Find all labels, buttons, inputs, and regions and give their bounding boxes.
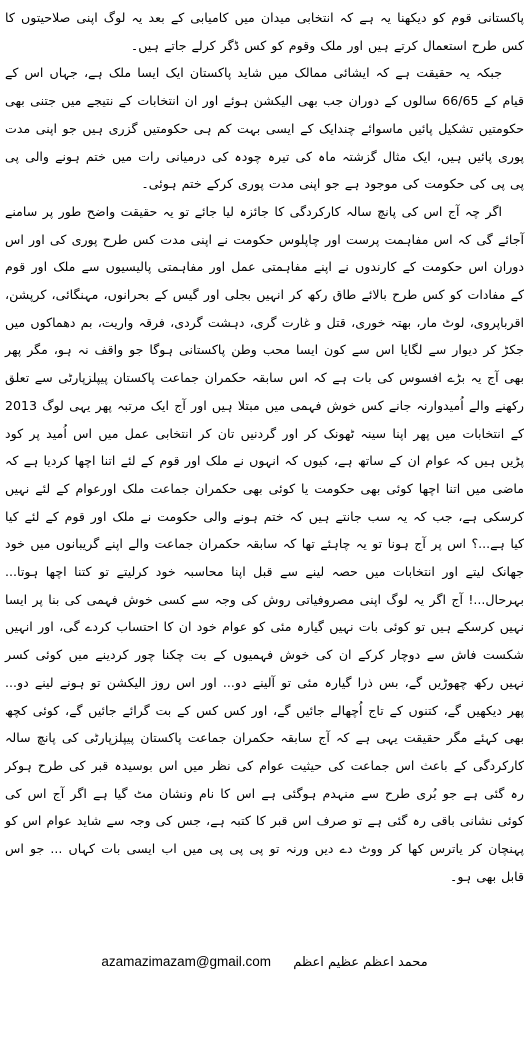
author-name: محمد اعظم عظیم اعظم	[293, 955, 428, 970]
article-paragraph-3: اگر چہ آج اس کی پانچ سالہ کارکردگی کا جائزہ لیا جائے تو یہ حقیقت واضح طور پر سامنے آجائے گی کہ اس مفاہمت پرست اور چاپلوس حکومت نے اپنی مدت کس طرح پوری کی اور اس دوران اس حکومت کے کارندوں نے اپنے مفاہمتی عمل اور مفاہمتی پالیسیوں سے ملک اور قوم کے مفادات کو کس طرح بالائے طاق رکھ کر انہیں بجلی اور گیس کے بحرانوں، مہنگائی، کرپشن، اقرباپروی، لوٹ مار، بھتہ خوری، قتل و غارت گری، دہشت گردی، فرقہ واریت، بم دھماکوں میں جکڑ کر دیوار سے لگایا اس سے کون ایسا محب وطن پاکستانی ہوگا جو واقف نہ ہو، مگر پھر بھی آج یہ بڑے افسوس کی بات ہے کہ اس سابقہ حکمران جماعت پاکستان پیپلزپارٹی سے تعلق رکھنے والے اُمیدوارنہ جانے کس خوش فہمی میں مبتلا ہیں اور آج ایک مرتبہ پھر یہی لوگ 2013 کے انتخابات میں پھر اپنا سینہ ٹھونک کر اور گردنیں تان کر انتخابی عمل میں اس اُمید پر کود پڑیں ہیں کہ عوام ان کے ساتھ ہے، کیوں کہ انہوں نے ملک اور قوم کے لئے اتنا اچھا کردیا ہے کہ ماضی میں اتنا اچھا کوئی بھی حکومت یا کوئی بھی حکمران جماعت ملک اورعوام کے لئے نہیں کرسکی ہے، جب کہ یہ سب جانتے ہیں کہ ختم ہونے والی حکومت نے ملک اور قوم کے لئے کیا کیا ہے...؟ اس پر آج ہونا تو یہ چاہئے تھا کہ سابقہ حکمران جماعت والے اپنے گریبانوں میں خود جھانک لیتے اور انتخابات میں حصہ لینے سے قبل اپنا محاسبہ خود کرلیتے تو کتنا اچھا ہوتا... بہرحال...! آج اگر یہ لوگ اپنی مصروفیاتی روش کی وجہ سے کسی خوش فہمی کی بنا پر ایسا نہیں کرسکے ہیں تو کوئی بات نہیں گیارہ مئی کو عوام خود ان کا احتساب کردے گی، اور انہیں شکست فاش سے دوچار کرکے ان کی خوش فہمیوں کے بت چکنا چور کردینے میں کوئی کسر نہیں رکھ چھوڑیں گے، بس ذرا گیارہ مئی تو آلینے دو... اور اس روز الیکشن تو ہونے لینے دو... پھر دیکھیں گے، کتنوں کے تاج اُچھالے جائیں گے، اور کس کس کے بت گرائے جائیں گے، کوئی کچھ بھی کہئے مگر حقیقت یہی ہے کہ آج سابقہ حکمران جماعت پاکستان پیپلزپارٹی کی پانچ سالہ کارکردگی کے باعث اس جماعت کی حیثیت عوام کی نظر میں اس بوسیدہ قبر کی طرح ہوکر رہ گئی ہے جو بُری طرح سے منہدم ہوگئی ہے اس کا نام ونشان مٹ گیا ہے اگر آج اس کی کوئی نشانی باقی رہ گئی ہے تو صرف اس قبر کا کتبہ ہے، جس کی وجہ سے شاید عوام اس کو پہنچان کر یاترس کھا کر ووٹ دے دیں ورنہ تو پی پی پی میں اب ایسی بات کہاں ... جو اس قابل بھی ہو۔	[5, 203, 524, 884]
article-body	[5, 4, 524, 891]
article-paragraph-2: جبکہ یہ حقیقت ہے کہ ایشائی ممالک میں شاید پاکستان ایک ایسا ملک ہے، جہاں اس کے قیام کے 66/65 سالوں کے دوران جب بھی الیکشن ہوئے اور ان انتخابات کے نتیجے میں جتنی بھی حکومتیں تشکیل پائیں ماسوائے چندایک کے ایسی بہت کم ہی حکومتیں گزری ہیں جو اپنی مدت پوری پائیں ہیں، ایک مثال گزشتہ ماہ کی تیرہ چودہ کی درمیانی رات میں ختم ہونے والی پی پی پی کی حکومت کی موجود ہے جو اپنی مدت پوری کرکے ختم ہوئی۔	[5, 65, 524, 192]
author-email[interactable]: azamazimazam@gmail.com	[101, 954, 272, 969]
author-signature	[0, 952, 529, 973]
article-paragraph-1: پاکستانی قوم کو دیکھنا یہ ہے کہ انتخابی میدان میں کامیابی کے بعد یہ لوگ اپنی صلاحیتوں کا کس طرح استعمال کرتے ہیں اور ملک وقوم کو کس ڈگر کرلے جاتے ہیں۔	[5, 10, 524, 53]
